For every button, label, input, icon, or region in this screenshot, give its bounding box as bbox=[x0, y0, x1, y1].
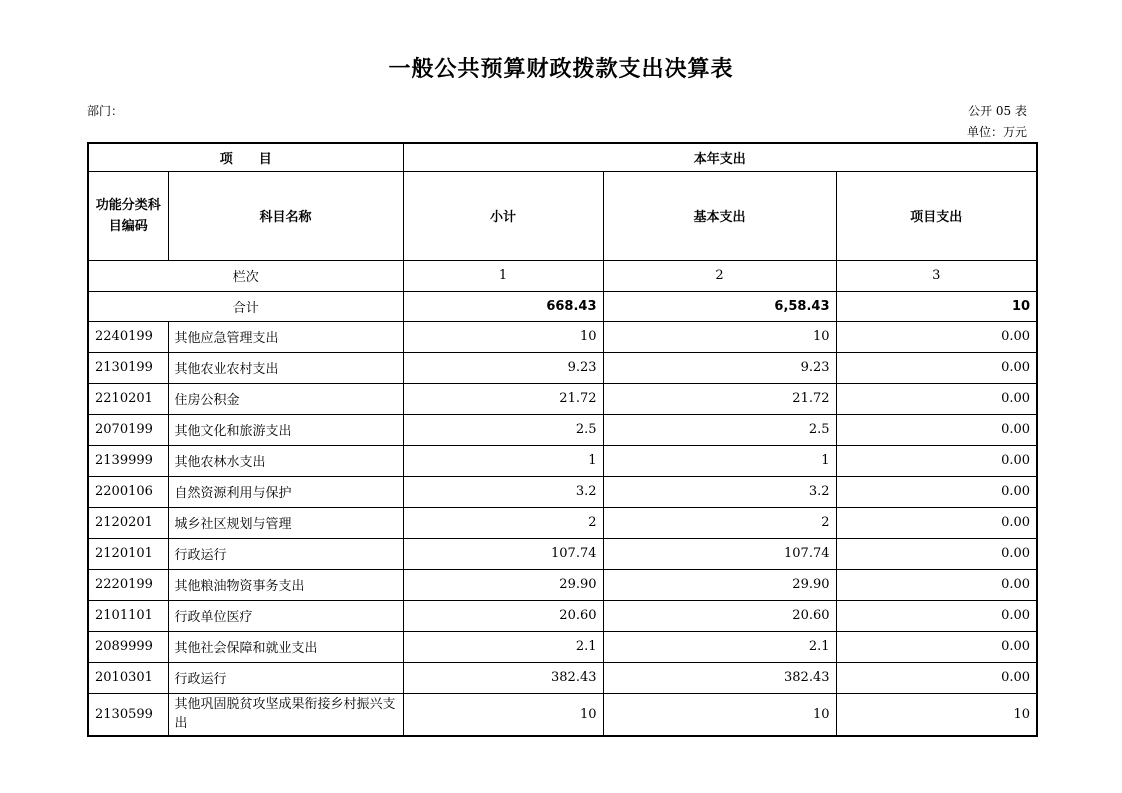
column-index-1: 1 bbox=[403, 260, 603, 291]
row-name: 其他文化和旅游支出 bbox=[168, 414, 403, 445]
header-basic: 基本支出 bbox=[603, 171, 836, 260]
table-row bbox=[88, 321, 1037, 352]
row-basic: 21.72 bbox=[603, 383, 836, 414]
row-basic: 2.5 bbox=[603, 414, 836, 445]
row-code: 2120201 bbox=[88, 507, 168, 538]
table-row bbox=[88, 600, 1037, 631]
table-row bbox=[88, 538, 1037, 569]
row-project: 0.00 bbox=[836, 538, 1037, 569]
row-code: 2101101 bbox=[88, 600, 168, 631]
row-project: 0.00 bbox=[836, 383, 1037, 414]
row-code: 2070199 bbox=[88, 414, 168, 445]
row-subtotal: 10 bbox=[403, 693, 603, 736]
table-row bbox=[88, 569, 1037, 600]
table-row bbox=[88, 445, 1037, 476]
row-subtotal: 9.23 bbox=[403, 352, 603, 383]
header-code: 功能分类科目编码 bbox=[88, 171, 168, 260]
row-subtotal: 382.43 bbox=[403, 662, 603, 693]
row-name: 其他社会保障和就业支出 bbox=[168, 631, 403, 662]
unit-label: 单位：万元 bbox=[966, 125, 1027, 139]
row-project: 0.00 bbox=[836, 445, 1037, 476]
table-row bbox=[88, 693, 1037, 736]
row-name: 其他粮油物资事务支出 bbox=[168, 569, 403, 600]
total-row bbox=[88, 291, 1037, 321]
row-basic: 10 bbox=[603, 321, 836, 352]
row-basic: 3.2 bbox=[603, 476, 836, 507]
table-row bbox=[88, 352, 1037, 383]
row-project: 0.00 bbox=[836, 414, 1037, 445]
column-index-2: 2 bbox=[603, 260, 836, 291]
table-row bbox=[88, 662, 1037, 693]
row-basic: 20.60 bbox=[603, 600, 836, 631]
row-name: 行政运行 bbox=[168, 538, 403, 569]
row-subtotal: 20.60 bbox=[403, 600, 603, 631]
table-row bbox=[88, 383, 1037, 414]
row-name: 其他巩固脱贫攻坚成果衔接乡村振兴支出 bbox=[168, 693, 403, 736]
row-basic: 382.43 bbox=[603, 662, 836, 693]
row-code: 2120101 bbox=[88, 538, 168, 569]
row-project: 0.00 bbox=[836, 507, 1037, 538]
row-subtotal: 2.1 bbox=[403, 631, 603, 662]
row-name: 城乡社区规划与管理 bbox=[168, 507, 403, 538]
header-project: 项目支出 bbox=[836, 171, 1037, 260]
total-subtotal: 668.43 bbox=[403, 291, 603, 321]
row-code: 2139999 bbox=[88, 445, 168, 476]
row-subtotal: 10 bbox=[403, 321, 603, 352]
row-project: 0.00 bbox=[836, 600, 1037, 631]
row-code: 2220199 bbox=[88, 569, 168, 600]
total-project: 10 bbox=[836, 291, 1037, 321]
row-subtotal: 2 bbox=[403, 507, 603, 538]
column-index-label: 栏次 bbox=[88, 260, 403, 291]
department-label: 部门： bbox=[87, 104, 124, 118]
row-code: 2130199 bbox=[88, 352, 168, 383]
row-subtotal: 1 bbox=[403, 445, 603, 476]
total-basic: 6,58.43 bbox=[603, 291, 836, 321]
header-year-expenditure: 本年支出 bbox=[403, 143, 1037, 171]
row-code: 2240199 bbox=[88, 321, 168, 352]
row-project: 0.00 bbox=[836, 352, 1037, 383]
column-index-3: 3 bbox=[836, 260, 1037, 291]
row-project: 0.00 bbox=[836, 631, 1037, 662]
row-code: 2089999 bbox=[88, 631, 168, 662]
row-name: 其他农业农村支出 bbox=[168, 352, 403, 383]
page-title: 一般公共预算财政拨款支出决算表 bbox=[388, 56, 734, 82]
row-name: 行政运行 bbox=[168, 662, 403, 693]
row-basic: 2 bbox=[603, 507, 836, 538]
row-project: 0.00 bbox=[836, 569, 1037, 600]
row-basic: 107.74 bbox=[603, 538, 836, 569]
header-subtotal: 小计 bbox=[403, 171, 603, 260]
row-code: 2200106 bbox=[88, 476, 168, 507]
row-basic: 9.23 bbox=[603, 352, 836, 383]
column-index-row bbox=[88, 260, 1037, 291]
row-basic: 1 bbox=[603, 445, 836, 476]
row-subtotal: 3.2 bbox=[403, 476, 603, 507]
header-row-1 bbox=[88, 143, 1037, 171]
row-name: 其他农林水支出 bbox=[168, 445, 403, 476]
row-project: 10 bbox=[836, 693, 1037, 736]
table-row bbox=[88, 476, 1037, 507]
table-row bbox=[88, 414, 1037, 445]
header-item: 项 目 bbox=[88, 143, 403, 171]
header-name: 科目名称 bbox=[168, 171, 403, 260]
row-name: 其他应急管理支出 bbox=[168, 321, 403, 352]
row-name: 行政单位医疗 bbox=[168, 600, 403, 631]
row-code: 2130599 bbox=[88, 693, 168, 736]
table-row bbox=[88, 631, 1037, 662]
table-row bbox=[88, 507, 1037, 538]
row-subtotal: 107.74 bbox=[403, 538, 603, 569]
total-label: 合计 bbox=[88, 291, 403, 321]
row-name: 住房公积金 bbox=[168, 383, 403, 414]
row-project: 0.00 bbox=[836, 321, 1037, 352]
row-basic: 2.1 bbox=[603, 631, 836, 662]
row-subtotal: 21.72 bbox=[403, 383, 603, 414]
row-code: 2210201 bbox=[88, 383, 168, 414]
expenditure-table bbox=[87, 142, 1038, 737]
form-number: 公开 05 表 bbox=[968, 104, 1027, 118]
row-code: 2010301 bbox=[88, 662, 168, 693]
row-project: 0.00 bbox=[836, 662, 1037, 693]
row-subtotal: 29.90 bbox=[403, 569, 603, 600]
row-basic: 10 bbox=[603, 693, 836, 736]
row-basic: 29.90 bbox=[603, 569, 836, 600]
row-subtotal: 2.5 bbox=[403, 414, 603, 445]
row-name: 自然资源利用与保护 bbox=[168, 476, 403, 507]
row-project: 0.00 bbox=[836, 476, 1037, 507]
header-row-2 bbox=[88, 171, 1037, 260]
